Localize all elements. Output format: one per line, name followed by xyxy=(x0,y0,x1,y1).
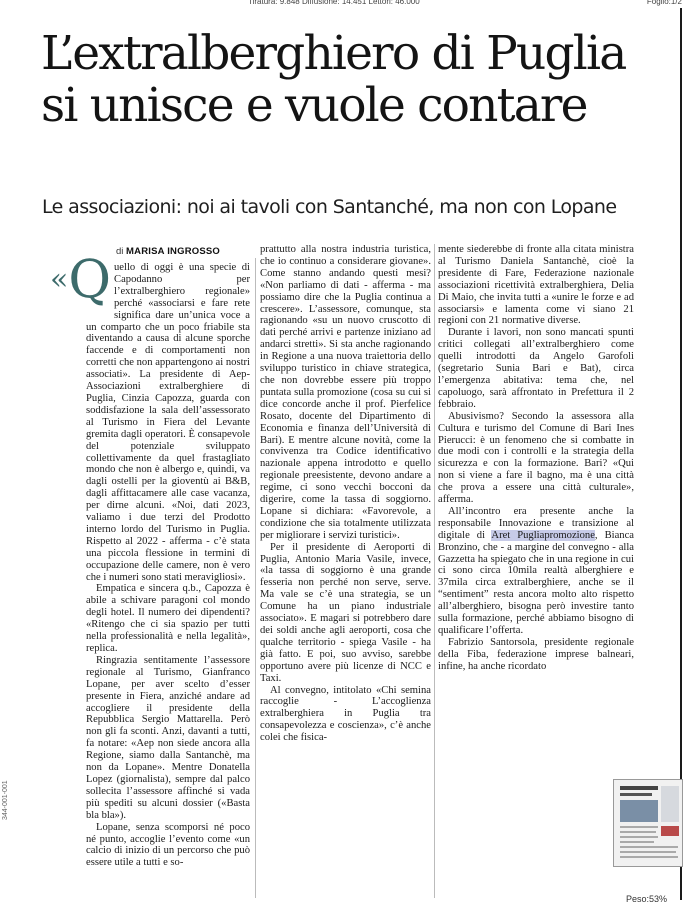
thumbnail-text-line xyxy=(620,856,678,858)
paragraph-text: , Bianca Bronzino, che - a margine del convegno - alla Gazzetta ha spiegato che in una regione in cui ci sono circa 10mila realtà alberghiere e 37mila circa extralberghiere, anche se il “sentiment” resta ancora molto alto rispetto all’alberghiero, bisogna però investire tanto sulla formazione, perché abbiamo bisogno di qualificare l’offerta. xyxy=(438,529,634,636)
paragraph: Abusivismo? Secondo la assessora alla Cultura e turismo del Comune di Bari Ines Pierucci: è un fenomeno che si combatte in due modi con i controlli e la strategia della sicurezza e con la formazione. Bari? «Qui non si viene a fare il bagno, ma è una città che prova a essere una città culturale», afferma. xyxy=(438,410,634,506)
paragraph: mente siederebbe di fronte alla citata ministra al Turismo Daniela Santanchè, cioè la presidente di Fare, Federazione nazionale associazioni ricettività extralberghiera, Delia Di Maio, che invita tutti a «unire le forze e ad associarsi» e lamenta come vi siano 21 regioni con 21 normative diverse. xyxy=(438,244,634,327)
paragraph: Per il presidente di Aeroporti di Puglia, Antonio Maria Vasile, invece, «la tassa di soggiorno è una grande fesseria non perché non serve, serve. Ma vale se c’è una strategia, se un Comune ha un piano industriale associato». E magari si potrebbero dare dei soldi anche agli aeroporti, cosa che qualche territorio - spiega Vasile - ha già fatto. E poi, suo avviso, sarebbe opportuno avere più licenze di NCC e Taxi. xyxy=(260,541,431,684)
thumbnail-text-line xyxy=(620,826,658,828)
paragraph-text: uello di oggi è una specie di Capodanno per l’extralberghiero regionale» perché «associarsi e fare rete significa dare un’unica voce a un comparto che un poco friabile sta diventando a causa di alcune sporche faccende e di comportamenti non corretti che non appartengono ai nostri associati». La presidente di Aep-Associazioni extralberghiere di Puglia, Cinzia Capozza, guarda con soddisfazione la sala dell’assessorato al Turismo in Fiera del Levante gremita dagli operatori. È consapevole del potenziale sviluppato collettivamente da quel frastagliato mondo che non è albergo e, quindi, va dagli ostelli per la gioventù ai B&B, dagli affittacamere alle case vacanza, per dirne alcuni. «Noi, dati 2023, valiamo i due terzi del Prodotto interno lordo del Turismo in Puglia. Rispetto al 2022 - afferma - c’è stata una piccola flessione in termini di occupazione delle camere, non è vero che i numeri sono stati meravigliosi». xyxy=(86,262,250,583)
thumbnail-text-line xyxy=(620,846,678,848)
paragraph xyxy=(438,506,634,637)
thumbnail-text-line xyxy=(620,841,654,843)
document-header xyxy=(0,0,692,8)
thumbnail-text-line xyxy=(620,831,656,833)
thumbnail-subhead xyxy=(620,793,652,796)
drop-cap xyxy=(50,250,111,316)
headline-line-2: si unisce e vuole contare xyxy=(41,78,587,133)
paragraph: Ringrazia sentitamente l’assessore regionale al Turismo, Gianfranco Lopane, per aver scelto d’esser presente in Fiera, anziché andare ad accogliere il presidente della Repubblica Sergio Mattarella. Però non gli fa sconti. Anzi, davanti a tutti, fa notare: «Aep non siede ancora alla Regione, siamo dalla Santanchè, ma non da Lopane». Mentre Donatella Lopez (giornalista), sempre dal palco sollecita l’assessore affinché si vada più spediti su alcuni dossier («Basta bla bla»). xyxy=(86,654,250,821)
page-indicator: Foglio:1/2 xyxy=(646,0,682,6)
paragraph: Durante i lavori, non sono mancati spunti critici collegati all’extralberghiero come quelli introdotti da Angelo Garofoli (segretario Sunia Bari e Bat), circa l’emergenza abitativa: tema che, nel capoluogo, sarà affrontato in Prefettura il 2 febbraio. xyxy=(438,327,634,410)
article-column-3 xyxy=(438,244,634,673)
paragraph: Empatica e sincera q.b., Capozza è abile a schivare paragoni col mondo degli hotel. Il numero dei dipendenti? «Ritengo che ci sia spazio per tutti nella professionalità e nella legalità», replica. xyxy=(86,583,250,654)
article-clipping xyxy=(4,8,682,900)
side-code: 344-001-001 xyxy=(2,780,9,820)
paragraph: prattutto alla nostra industria turistica, che io continuo a considerare giovane». Come stanno andando questi mesi? «Non parliamo di dati - afferma - ma possiamo dire che la Puglia continua a crescere». L’assessore, comunque, sta ragionando «su un nuovo cruscotto di dati perché arrivi e partenze iniziano ad andarci stretti». Si sta anche ragionando in Regione a una nuova traiettoria dello sviluppo turistico in chiave strategica, che non dovrebbe essere più troppo puntata sulla promozione (cosa su cui si dice concorde anche il prof. Pierfelice Rosato, docente del Dipartimento di Economia e finanza dell’Università di Bari). E mentre alcune novità, come la convivenza tra Codice identificativo nazionale appena introdotto e quello regionale preesistente, devono andare a regime, ci sono vecchi bocconi da digerire, come la tassa di soggiorno. Lopane si dichiara: «Favorevole, a condizione che sia totalmente utilizzata per migliorare i servizi turistici». xyxy=(260,244,431,541)
thumbnail-text-line xyxy=(620,851,676,853)
thumbnail-photo xyxy=(620,800,658,822)
paragraph-text: All’incontro era presente anche la responsabile Innovazione e transizione al digitale di xyxy=(438,505,634,541)
circulation-info: Tiratura: 9.848 Diffusione: 14.451 Lettori: 46.000 xyxy=(248,0,420,6)
byline-prefix: di xyxy=(116,246,127,257)
subheadline: Le associazioni: noi ai tavoli con Santanché, ma non con Lopane xyxy=(42,196,617,218)
zoom-indicator: Peso:53% xyxy=(626,894,668,904)
page-thumbnail[interactable] xyxy=(613,779,683,867)
paragraph: Lopane, senza scomporsi né poco né punto, accoglie l’evento come «un calcio di inizio di un percorso che può essere utile a tutti e so- xyxy=(86,821,250,869)
article-column-2 xyxy=(260,244,431,744)
paragraph: Al convegno, intitolato «Chi semina raccoglie - L’accoglienza extralberghiera in Puglia tra consapevolezza e coscienza», c’è anche colei che fisica- xyxy=(260,684,431,744)
thumbnail-text-line xyxy=(620,836,658,838)
thumbnail-sidebar xyxy=(661,786,679,822)
column-divider xyxy=(434,244,435,898)
headline xyxy=(41,28,681,132)
paragraph: Fabrizio Santorsola, presidente regionale della Fiba, federazione imprese balneari, infine, ha anche ricordato xyxy=(438,636,634,672)
drop-cap-letter: Q xyxy=(68,250,111,310)
drop-quote-mark: « xyxy=(50,262,69,297)
column-divider xyxy=(255,258,256,898)
thumbnail-ad xyxy=(661,826,679,836)
thumbnail-headline xyxy=(620,786,658,790)
author-name: MARISA INGROSSO xyxy=(126,246,221,257)
byline xyxy=(116,246,220,257)
headline-line-1: L’extralberghiero di Puglia xyxy=(41,26,626,81)
highlighted-entity: Aret Pugliapromozione xyxy=(491,529,595,541)
